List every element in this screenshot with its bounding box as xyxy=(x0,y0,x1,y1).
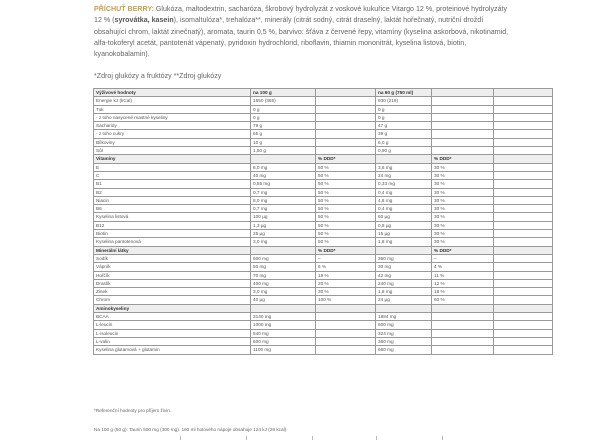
table-cell: 600 mg xyxy=(251,337,316,345)
table-cell: 30 % xyxy=(432,188,494,196)
table-cell xyxy=(494,89,553,97)
table-cell: 47 g xyxy=(376,122,432,130)
table-cell xyxy=(494,171,553,179)
flavor-label: PŘÍCHUŤ BERRY: xyxy=(94,5,154,13)
table-row xyxy=(94,180,553,188)
table-cell: 0,33 mg xyxy=(376,180,432,188)
table-cell xyxy=(432,138,494,146)
table-cell xyxy=(376,246,432,254)
table-cell xyxy=(494,155,553,163)
table-cell: 50 % xyxy=(316,188,376,196)
table-row xyxy=(94,238,553,246)
table-cell xyxy=(316,105,376,113)
reference-footnote: *Referenční hodnoty pro příjem živin. xyxy=(94,408,172,413)
table-cell: 6,0 g xyxy=(376,138,432,146)
table-cell: 10 g xyxy=(251,138,316,146)
table-cell: 30 % xyxy=(432,196,494,204)
table-row xyxy=(94,329,553,337)
table-cell xyxy=(316,130,376,138)
table-row xyxy=(94,130,553,138)
table-cell xyxy=(494,296,553,304)
table-cell: 4 % xyxy=(432,263,494,271)
table-cell: 79 g xyxy=(251,122,316,130)
table-cell: 3,0 mg xyxy=(251,238,316,246)
table-row xyxy=(94,321,553,329)
table-cell xyxy=(316,97,376,105)
ingredients-paragraph xyxy=(94,4,514,60)
table-cell: Sůl xyxy=(94,147,251,155)
table-cell: E xyxy=(94,163,251,171)
table-cell: 930 (219) xyxy=(376,97,432,105)
table-row xyxy=(94,279,553,287)
table-row xyxy=(94,147,553,155)
table-cell: 30 % xyxy=(432,213,494,221)
table-cell xyxy=(494,113,553,121)
table-cell: 50 % xyxy=(316,230,376,238)
table-cell: 0 g xyxy=(251,113,316,121)
table-cell: Kyselina listová xyxy=(94,213,251,221)
table-cell: 12 % xyxy=(432,279,494,287)
table-cell xyxy=(494,263,553,271)
table-cell: 25 µg xyxy=(251,230,316,238)
table-cell: Tuk xyxy=(94,105,251,113)
table-cell: 40 µg xyxy=(251,296,316,304)
table-cell: 65 g xyxy=(251,130,316,138)
table-cell: 60 % xyxy=(432,296,494,304)
table-cell: 50 % xyxy=(316,213,376,221)
table-cell: 540 mg xyxy=(251,329,316,337)
table-cell xyxy=(494,138,553,146)
table-cell: 42 mg xyxy=(376,271,432,279)
table-cell: L-valin xyxy=(94,337,251,345)
table-cell: 30 % xyxy=(316,288,376,296)
table-cell: 39 g xyxy=(376,130,432,138)
table-cell: BCAA xyxy=(94,313,251,321)
table-cell: 30 % xyxy=(432,205,494,213)
table-cell xyxy=(251,246,316,254)
table-cell xyxy=(494,271,553,279)
table-cell xyxy=(494,180,553,188)
table-cell: - z toho cukry xyxy=(94,130,251,138)
table-cell: 0,55 mg xyxy=(251,180,316,188)
table-cell: 30 % xyxy=(432,171,494,179)
table-cell xyxy=(432,313,494,321)
table-row xyxy=(94,254,553,262)
table-cell xyxy=(251,155,316,163)
table-cell: 1,8 mg xyxy=(376,288,432,296)
table-cell: 50 % xyxy=(316,238,376,246)
table-cell: 40 mg xyxy=(251,171,316,179)
table-cell: Vápník xyxy=(94,263,251,271)
table-row xyxy=(94,163,553,171)
table-row xyxy=(94,337,553,345)
table-cell: 360 mg xyxy=(376,337,432,345)
table-cell xyxy=(316,113,376,121)
table-cell: 19 % xyxy=(316,271,376,279)
table-cell xyxy=(494,163,553,171)
table-row xyxy=(94,230,553,238)
table-cell xyxy=(432,97,494,105)
table-cell: 15 µg xyxy=(376,230,432,238)
table-cell: B2 xyxy=(94,188,251,196)
table-cell: 50 % xyxy=(316,180,376,188)
table-row xyxy=(94,188,553,196)
table-cell: - z toho nasycené mastné kyseliny xyxy=(94,113,251,121)
table-cell: % DDD* xyxy=(316,246,376,254)
table-cell: – xyxy=(432,254,494,262)
table-cell: – xyxy=(316,254,376,262)
table-header-row xyxy=(94,89,553,97)
table-row xyxy=(94,105,553,113)
table-cell: 600 mg xyxy=(376,321,432,329)
table-cell: 30 % xyxy=(432,180,494,188)
table-cell: 360 mg xyxy=(376,254,432,262)
table-cell: 0 g xyxy=(251,105,316,113)
table-cell: 0 g xyxy=(376,113,432,121)
table-cell xyxy=(432,113,494,121)
table-cell: B1 xyxy=(94,180,251,188)
table-cell: 0,4 mg xyxy=(376,188,432,196)
table-cell xyxy=(432,105,494,113)
table-cell: 0,8 µg xyxy=(376,221,432,229)
table-cell xyxy=(432,329,494,337)
allergen-text: syrovátka, kasein xyxy=(114,16,174,25)
table-cell xyxy=(432,304,494,312)
table-cell xyxy=(494,313,553,321)
table-cell xyxy=(432,147,494,155)
nutrition-table xyxy=(93,88,553,355)
table-cell: 11 % xyxy=(432,271,494,279)
table-cell: 100 µg xyxy=(251,213,316,221)
table-cell: 6 % xyxy=(316,263,376,271)
table-cell: na 100 g xyxy=(251,89,316,97)
table-cell xyxy=(432,346,494,354)
table-cell xyxy=(316,321,376,329)
table-cell xyxy=(494,122,553,130)
table-cell: 20 % xyxy=(316,279,376,287)
table-cell: Biotin xyxy=(94,230,251,238)
table-cell xyxy=(494,246,553,254)
table-cell: Bílkoviny xyxy=(94,138,251,146)
table-row xyxy=(94,271,553,279)
table-cell: Niacin xyxy=(94,196,251,204)
table-cell: 3140 mg xyxy=(251,313,316,321)
table-cell: % DDD* xyxy=(432,155,494,163)
table-cell: 6,0 mg xyxy=(251,163,316,171)
table-row xyxy=(94,263,553,271)
table-cell: 1100 mg xyxy=(251,346,316,354)
table-cell: 400 mg xyxy=(251,279,316,287)
table-cell: Chrom xyxy=(94,296,251,304)
table-cell: % DDD* xyxy=(316,155,376,163)
table-cell xyxy=(494,221,553,229)
table-cell: Zinek xyxy=(94,288,251,296)
table-cell: 3,6 mg xyxy=(376,163,432,171)
table-cell xyxy=(316,89,376,97)
table-cell xyxy=(494,337,553,345)
table-row xyxy=(94,313,553,321)
table-cell xyxy=(316,147,376,155)
table-cell: % DDD* xyxy=(432,246,494,254)
table-row xyxy=(94,213,553,221)
table-cell xyxy=(494,147,553,155)
table-row xyxy=(94,97,553,105)
table-row xyxy=(94,296,553,304)
table-cell: 30 % xyxy=(432,230,494,238)
table-cell: 0,90 g xyxy=(376,147,432,155)
table-cell: 50 % xyxy=(316,171,376,179)
table-cell: 50 % xyxy=(316,196,376,204)
table-cell: na 60 g (750 ml) xyxy=(376,89,432,97)
table-cell xyxy=(494,213,553,221)
table-cell: 1,3 µg xyxy=(251,221,316,229)
table-cell xyxy=(494,238,553,246)
taurine-footnote: Na 100 g (60 g): Taurin 500 mg (300 mg). 160 ml hotového nápoje obsahuje 124 kJ (29 kcal). xyxy=(94,427,288,432)
table-cell xyxy=(494,279,553,287)
table-cell xyxy=(494,97,553,105)
table-cell: 70 mg xyxy=(251,271,316,279)
table-cell: 0,7 mg xyxy=(251,188,316,196)
table-cell: 1550 (365) xyxy=(251,97,316,105)
table-cell: Aminokyseliny xyxy=(94,304,251,312)
table-cell xyxy=(494,304,553,312)
table-cell: 30 % xyxy=(432,238,494,246)
table-cell xyxy=(494,329,553,337)
table-cell xyxy=(432,122,494,130)
table-cell xyxy=(316,138,376,146)
table-cell: Kyselina pantotenová xyxy=(94,238,251,246)
table-cell: 1884 mg xyxy=(376,313,432,321)
table-row xyxy=(94,122,553,130)
table-cell: 600 mg xyxy=(251,254,316,262)
vitamins-header-row xyxy=(94,155,553,163)
table-cell: 1000 mg xyxy=(251,321,316,329)
table-cell: 3,0 mg xyxy=(251,288,316,296)
table-row xyxy=(94,205,553,213)
table-cell xyxy=(432,130,494,138)
table-cell: 60 µg xyxy=(376,213,432,221)
table-cell: 50 % xyxy=(316,221,376,229)
table-row xyxy=(94,113,553,121)
table-cell xyxy=(376,155,432,163)
table-cell: 0,4 mg xyxy=(376,205,432,213)
table-cell: 660 mg xyxy=(376,346,432,354)
table-cell: 0,7 mg xyxy=(251,205,316,213)
table-cell: Kyselina glutamová + glutamin xyxy=(94,346,251,354)
table-row xyxy=(94,288,553,296)
table-cell: 30 mg xyxy=(376,263,432,271)
table-cell: Minerální látky xyxy=(94,246,251,254)
table-cell xyxy=(432,337,494,345)
table-row xyxy=(94,138,553,146)
table-cell xyxy=(316,329,376,337)
table-cell: Výživové hodnoty xyxy=(94,89,251,97)
table-cell: 0 g xyxy=(376,105,432,113)
table-cell: Sacharidy xyxy=(94,122,251,130)
table-cell xyxy=(494,346,553,354)
table-cell: 50 % xyxy=(316,163,376,171)
table-cell xyxy=(494,105,553,113)
table-cell: 50 % xyxy=(316,205,376,213)
table-cell: 1,8 mg xyxy=(376,238,432,246)
table-cell xyxy=(494,188,553,196)
table-row xyxy=(94,196,553,204)
table-cell xyxy=(316,122,376,130)
table-cell xyxy=(316,346,376,354)
table-cell: 30 % xyxy=(432,163,494,171)
table-cell xyxy=(432,89,494,97)
table-cell: 240 mg xyxy=(376,279,432,287)
table-row xyxy=(94,171,553,179)
table-cell: 50 mg xyxy=(251,263,316,271)
amino-header-row xyxy=(94,304,553,312)
table-cell xyxy=(316,313,376,321)
ingredients-text-2: ), isomaltulóza*, trehalóza**, minerály (citrát sodný, citrát draselný, laktát hořečnatý, nutriční droždí obsahující chrom, laktát zinečnatý), aromata, taurin 0,5 %, barvivo: šťáva z červené řepy, vitamíny (kyselina askorbová, nikotinamid, alfa-tokoferyl acetát, pantotenát vápenatý, pyridoxin hydrochlorid, riboflavin, thiamin mononitrát, kyselina listová, biotin, kyanokobalamin). xyxy=(94,16,509,59)
table-row xyxy=(94,221,553,229)
minerals-header-row xyxy=(94,246,553,254)
table-cell xyxy=(316,304,376,312)
ingredients-text-1: Glukóza, maltodextrin, sacharóza, škrobový hydrolyzát z voskové kukuřice Vitargo 12 %, proteinové hydrolyzáty 12 % ( xyxy=(94,5,508,25)
table-cell xyxy=(251,304,316,312)
sugar-sources-note: *Zdroj glukózy a fruktózy **Zdroj glukózy xyxy=(94,72,222,80)
table-cell: C xyxy=(94,171,251,179)
table-cell: 4,8 mg xyxy=(376,196,432,204)
table-cell: B6 xyxy=(94,205,251,213)
table-cell: 24 mg xyxy=(376,171,432,179)
table-cell xyxy=(316,337,376,345)
table-cell: 8,0 mg xyxy=(251,196,316,204)
table-cell xyxy=(494,230,553,238)
table-cell xyxy=(494,205,553,213)
table-cell: B12 xyxy=(94,221,251,229)
table-cell xyxy=(494,130,553,138)
table-cell xyxy=(494,321,553,329)
table-cell: 1,50 g xyxy=(251,147,316,155)
table-cell xyxy=(376,304,432,312)
table-cell xyxy=(432,321,494,329)
table-cell: 18 % xyxy=(432,288,494,296)
table-cell: Energie kJ (kCal) xyxy=(94,97,251,105)
table-cell: Draslík xyxy=(94,279,251,287)
table-cell xyxy=(494,288,553,296)
table-cell xyxy=(494,196,553,204)
table-row xyxy=(94,346,553,354)
table-cell: L-leucin xyxy=(94,321,251,329)
table-cell: Vitamíny xyxy=(94,155,251,163)
table-cell: Sodík xyxy=(94,254,251,262)
table-cell xyxy=(494,254,553,262)
table-cell: 30 % xyxy=(432,221,494,229)
table-cell: L-isoleucin xyxy=(94,329,251,337)
table-cell: 324 mg xyxy=(376,329,432,337)
table-cell: Hořčík xyxy=(94,271,251,279)
table-cell: 100 % xyxy=(316,296,376,304)
table-cell: 24 µg xyxy=(376,296,432,304)
cut-off-row-edge xyxy=(94,436,514,440)
